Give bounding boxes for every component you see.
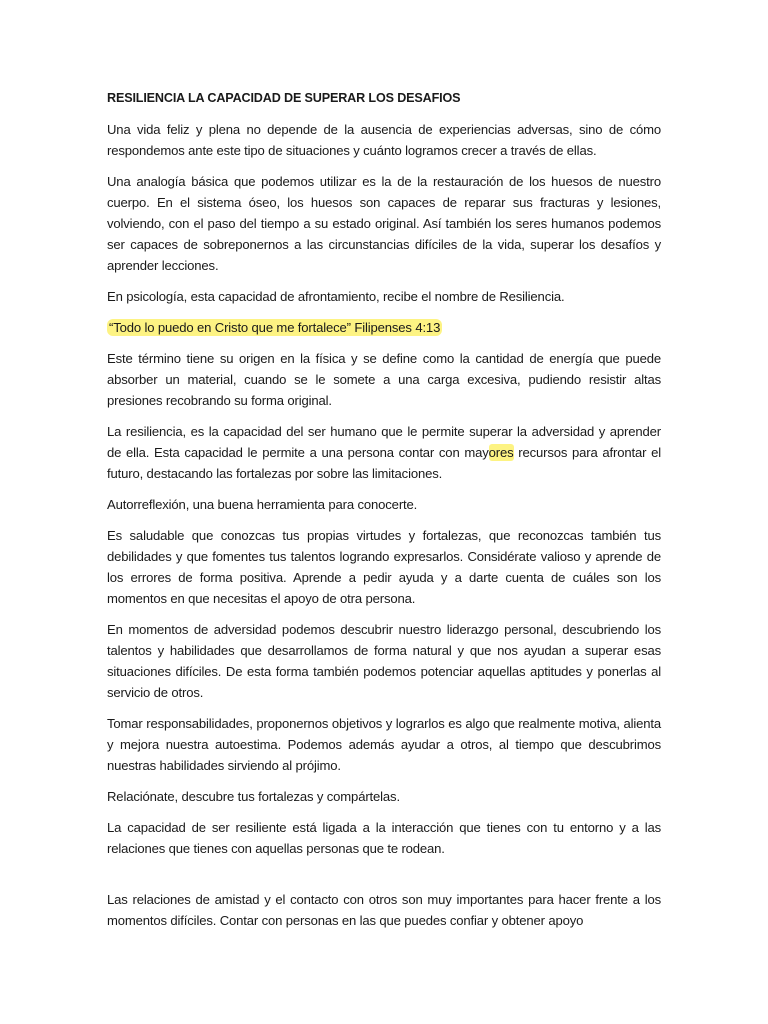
quote-paragraph [107, 317, 661, 338]
paragraph-intro: Una vida feliz y plena no depende de la ausencia de experiencias adversas, sino de cómo respondemos ante este tipo de situaciones y cuánto logramos crecer a través de ellas. [107, 122, 661, 158]
paragraph-origin: Este término tiene su origen en la física y se define como la cantidad de energía que puede absorber un material, cuando se le somete a una carga excesiva, pudiendo resistir altas presiones recobrando su forma original. [107, 351, 661, 408]
paragraph-relate-heading: Relaciónate, descubre tus fortalezas y compártelas. [107, 789, 400, 804]
document-title: RESILIENCIA LA CAPACIDAD DE SUPERAR LOS DESAFIOS [107, 91, 461, 105]
blank-line [107, 869, 661, 889]
paragraph-friendship: Las relaciones de amistad y el contacto con otros son muy importantes para hacer frente a los momentos difíciles. Contar con personas en las que puedes confiar y obtener apoyo [107, 892, 661, 928]
paragraph-resilience [107, 421, 661, 484]
paragraph-virtues: Es saludable que conozcas tus propias virtudes y fortalezas, que reconozcas también tus debilidades y que fomentes tus talentos logrando expresarlos. Considérate valioso y aprende de los errores de forma positiva. Aprende a pedir ayuda y a darte cuenta de cuáles son los momentos en que necesitas el apoyo de otra persona. [107, 528, 661, 606]
paragraph-resilience-text-a: La resiliencia, es la capacidad del ser humano que le permite superar la adversidad y aprender de ella. Esta capacidad le permite a una persona contar con may [107, 424, 661, 460]
paragraph-psychology: En psicología, esta capacidad de afrontamiento, recibe el nombre de Resiliencia. [107, 289, 565, 304]
paragraph-interaction: La capacidad de ser resiliente está ligada a la interacción que tienes con tu entorno y a las relaciones que tienes con aquellas personas que te rodean. [107, 820, 661, 856]
highlighted-quote: “Todo lo puedo en Cristo que me fortalece” Filipenses 4:13 [109, 320, 441, 335]
paragraph-analogy: Una analogía básica que podemos utilizar es la de la restauración de los huesos de nuestro cuerpo. En el sistema óseo, los huesos son capaces de reparar sus fracturas y lesiones, volviendo, con el paso del tiempo a su estado original. Así también los seres humanos podemos ser capaces de sobreponernos a las circunstancias difíciles de la vida, superar los desafíos y aprender lecciones. [107, 174, 661, 273]
paragraph-resilience-text-b: recursos para afrontar el futuro, destacando las fortalezas por sobre las limitaciones. [107, 445, 661, 481]
paragraph-responsibilities: Tomar responsabilidades, proponernos objetivos y lograrlos es algo que realmente motiva, alienta y mejora nuestra autoestima. Podemos además ayudar a otros, al tiempo que descubrimos nuestras habilidades sirviendo al prójimo. [107, 716, 661, 773]
document-body [107, 88, 661, 941]
paragraph-self-reflection-heading: Autorreflexión, una buena herramienta para conocerte. [107, 497, 418, 512]
paragraph-leadership: En momentos de adversidad podemos descubrir nuestro liderazgo personal, descubriendo los talentos y habilidades que desarrollamos de forma natural y que nos ayudan a superar esas situaciones difíciles. De esta forma también podemos potenciar aquellas aptitudes y ponerlas al servicio de otros. [107, 622, 661, 700]
highlighted-word: ores [488, 445, 514, 460]
